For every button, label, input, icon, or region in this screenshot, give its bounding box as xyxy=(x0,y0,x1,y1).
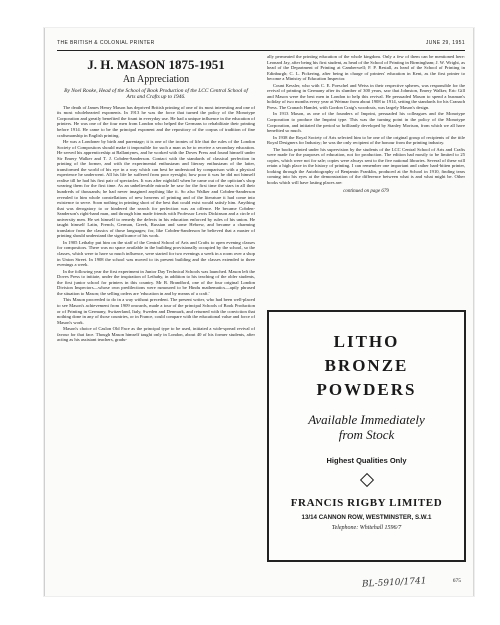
ad-headline-litho: LITHO xyxy=(333,332,400,351)
ad-headline-bronze: BRONZE xyxy=(324,356,409,375)
ad-availability xyxy=(269,412,464,442)
diamond-ornament-icon xyxy=(359,473,373,487)
article-paragraph: This Mason proceeded to do in a way without precedent. The present writer, who had been well-placed to see Mason's achievement from 1909 onwards, made a tour of the principal Schools of Book Production or of Printing in Germany, Switzerland, Italy, Sweden and Denmark, and returned with the conviction that nothing done in any of those countries, or in France, could compare with the educational value and force of Mason's work. xyxy=(57,297,255,325)
header-rule xyxy=(57,50,465,51)
ad-company-name: FRANCIS RIGBY LIMITED xyxy=(290,497,443,509)
article-paragraph: ally permeated the printing education of the whole kingdom. Only a few of them can be mentioned here: Leonard Jay, after being his first student, as head of the School of Printing in Birmingham; J. W. Wright, as head of the Department of Printing at Camberwell; F. P. Restall, as head of the School of Printing in Edinburgh; C. L. Pickering, after being in charge of printers' education in Kent, as the first printer to become a Ministry of Education Inspector. xyxy=(267,54,465,82)
running-header xyxy=(57,40,465,50)
ad-headline-powders: POWDERS xyxy=(316,380,417,399)
issue-date: JUNE 29, 1951 xyxy=(425,40,465,46)
ad-address: 13/14 CANNON ROW, WESTMINSTER, S.W.1 xyxy=(301,514,432,521)
article-paragraph: The books printed under his supervision by the students of the LCC Central School of Arts and Crafts were made for the purposes of education, not for production. The edition had mostly to be limited to 25 copies, which were not for sale; copies were always sent to the five national libraries. Several of these will retain a high place in the history of printing. I can remember one important and rather hard-bitten printer, looking through the Autobiography of Benjamin Franklin, produced at the School in 1910, finding tears coming into his eyes at the demonstration of the difference between what is and what might be. Other books which will have lasting places are: xyxy=(267,146,465,186)
article-title: J. H. MASON 1875-1951 xyxy=(87,57,225,72)
article-byline: By Noel Rooke, Head of the School of Book Production of the LCC Central School of Arts and Crafts up to 1946. xyxy=(64,88,248,101)
scanned-page xyxy=(44,28,474,596)
article-paragraph: In 1913 Mason, as one of the founders of Imprint, persuaded his colleagues and the Monotype Corporation to produce the Imprint type. This was the turning point in the policy of the Monotype Corporation, and initiated the period so brilliantly developed by Stanley Morison, from which we all have benefited so much. xyxy=(267,111,465,134)
article-paragraph: Mason's choice of Caslon Old Face as the principal type to be used, initiated a wide-spread revival of favour for that face. Though Mason himself taught only in London, about 40 of his former students, after acting as his assistant teachers, gradu- xyxy=(57,326,255,343)
continued-note: continued on page 679 xyxy=(343,188,389,194)
left-column xyxy=(57,54,255,574)
article-paragraph: The death of James Henry Mason has deprived British printing of one of its most interesting and one of its most wholehearted exponents. In 1913 he was the force that turned the policy of the Monotype Corporation and greatly benefited the fount in everyday use. He had a unique influence in the education of printers. He was one of the four men from London who helped the Germans to rehabilitate their printing before 1914. He came to be the principal exponent and the repository of the corpus of tradition of fine craftsmanship in English printing. xyxy=(57,104,255,138)
article-subtitle: An Appreciation xyxy=(122,74,190,85)
ad-telephone: Telephone: Whitehall 1596/7 xyxy=(331,525,402,531)
publication-name: THE BRITISH & COLONIAL PRINTER xyxy=(57,40,155,46)
ad-availability-line2: from Stock xyxy=(338,427,395,442)
handwritten-shelfmark: BL-5910/1741 xyxy=(361,576,427,590)
page-number: 675 xyxy=(452,578,461,584)
article-paragraph: In 1905 Lethaby put him on the staff of the Central School of Arts and Crafts to open evening classes for compositors. There was no space available in the building provisionally occupied by the school, so the classes, which were to have so much influence, were started for two evenings a week in a room over a shop in Union Street. In 1908 the school was moved to its present building and the classes extended to three evenings a week. xyxy=(57,239,255,268)
article-paragraph: In 1938 the Royal Society of Arts selected him to be one of the original group of recipients of the title Royal Designers for Industry; he was the only recipient of the honour from the printing industry. xyxy=(267,134,465,146)
ad-quality: Highest Qualities Only xyxy=(326,456,407,465)
ad-availability-line1: Available Immediately xyxy=(308,412,425,427)
advertisement xyxy=(267,310,466,562)
right-column xyxy=(267,54,465,306)
article-paragraph: He was a Londoner by birth and parentage; it is one of the ironies of life that the rules of the London Society of Compositors should make it impossible for such a man as he to receive a secondary education. He served his apprenticeship at Ballantynes, and he worked with the Doves Press and found himself under Sir Emery Walker and T. J. Cobden-Sanderson. Contact with the standards of classical perfection in printing of the former, and with the experimental enthusiasm and literary enthusiasm of the latter, transformed the world of his eye in a way which can best be understood by comparison with a physical experience he underwent. All his life he suffered from poor eyesight; how poor it was he did not himself realise till he had his first pair of spectacles. It was after nightfall when he came out of the optician's shop wearing them for the first time. As an unbelievable miracle he saw for the first time the stars in all their hundreds of thousands; he had never imagined anything like it. So also Walker and Cobden-Sanderson revealed to him whole constellations of new heavens of printing and of the literature it had come into existence to serve. Soon nothing in printing short of the best that could exist would satisfy him. Anything that was derogatory to or hindered the search for perfection was an offence. He became Cobden-Sanderson's right-hand man, and through him made friends with Professor Lewis Dickinson and a circle of university men. He set himself to remedy the defects in his education enforced by rules of his union. He taught himself Latin, French, German, Greek, Russian and some Hebrew, and became a charming translator from the classics of those languages; for, like Cobden-Sanderson he believed that a master of printing should understand the significance of his work. xyxy=(57,139,255,239)
article-paragraph: Count Kessler, who with C. E. Poeschel and Weiss in their respective spheres, was responsible for the revival of printing in Germany after its slumber of 300 years, saw that Johnston, Emery Walker, Eric Gill and Mason were the best men in London to help this revival. He persuaded Mason to spend a busman's holiday of two months every year at Weimar from about 1908 to 1914, setting the standards for his Cranach Press. The Cranach Hamlet, with Gordon Craig's woodcuts, was largely Mason's design. xyxy=(267,82,465,110)
article-paragraph: In the following year the first experiment in Junior Day Technical Schools was launched. Mason left the Doves Press to initiate, under the inspiration of Lethaby, in addition to his teaching of the older students, the first junior school for printers in this country. Mr B. Brandford, one of the four original London Division Inspectors—whose own predilections were rumoured to be Hindu mathematics—aptly phrased the situation to Mason; the selling orders are 'education in and by means of a craft.' xyxy=(57,268,255,296)
